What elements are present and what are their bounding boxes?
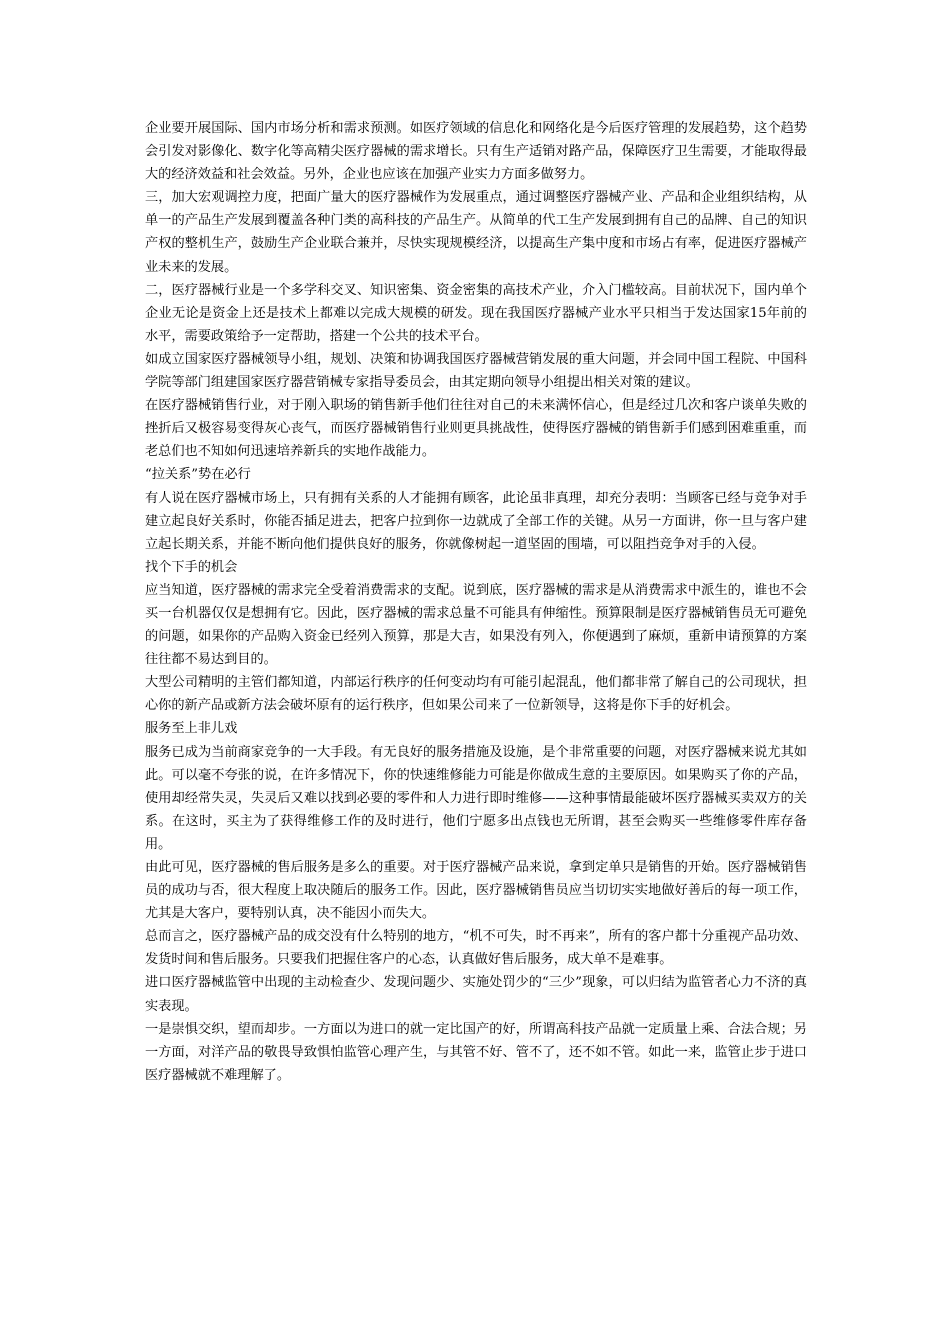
paragraph: 服务已成为当前商家竞争的一大手段。有无良好的服务措施及设施，是个非常重要的问题，对医疗器械来说尤其如此。可以毫不夸张的说，在许多情况下，你的快速维修能力可能是你做成生意的主要原因。如果购买了你的产品，使用却经常失灵，失灵后又难以找到必要的零件和人力进行即时维修——这种事情最能破坏医疗器械买卖双方的关系。在这时，买主为了获得维修工作的及时进行，他们宁愿多出点钱也无所谓，甚至会购买一些维修零件库存备用。 bbox=[145, 744, 807, 852]
paragraph: 由此可见，医疗器械的售后服务是多么的重要。对于医疗器械产品来说，拿到定单只是销售的开始。医疗器械销售员的成功与否，很大程度上取决随后的服务工作。因此，医疗器械销售员应当切切实实地做好善后的每一项工作，尤其是大客户，要特别认真，决不能因小而失大。 bbox=[145, 860, 807, 922]
paragraph: 进口医疗器械监管中出现的主动检查少、发现问题少、实施处罚少的“三少”现象，可以归结为监管者心力不济的真实表现。 bbox=[145, 975, 807, 1014]
paragraph: 总而言之，医疗器械产品的成交没有什么特别的地方，“机不可失，时不再来”，所有的客户都十分重视产品功效、发货时间和售后服务。只要我们把握住客户的心态，认真做好售后服务，成大单不是难事。 bbox=[145, 929, 807, 968]
paragraph: 二，医疗器械行业是一个多学科交叉、知识密集、资金密集的高技术产业，介入门槛较高。目前状况下，国内单个企业无论是资金上还是技术上都难以完成大规模的研发。现在我国医疗器械产业水平只相当于发达国家15年前的水平，需要政策给予一定帮助，搭建一个公共的技术平台。 bbox=[145, 282, 807, 344]
paragraph: 大型公司精明的主管们都知道，内部运行秩序的任何变动均有可能引起混乱，他们都非常了解自己的公司现状，担心你的新产品或新方法会破坏原有的运行秩序，但如果公司来了一位新领导，这将是你下手的好机会。 bbox=[145, 675, 807, 714]
section-heading-opportunity: 找个下手的机会 bbox=[145, 559, 238, 575]
paragraph: 一是崇惧交织，望而却步。一方面以为进口的就一定比国产的好，所谓高科技产品就一定质量上乘、合法合规；另一方面，对洋产品的敬畏导致惧怕监管心理产生，与其管不好、管不了，还不如不管。如此一来，监管止步于进口医疗器械就不难理解了。 bbox=[145, 1021, 807, 1083]
paragraph: 在医疗器械销售行业，对于刚入职场的销售新手他们往往对自己的未来满怀信心，但是经过几次和客户谈单失败的挫折后又极容易变得灰心丧气，而医疗器械销售行业则更具挑战性，使得医疗器械的销售新手们感到困难重重，而老总们也不知如何迅速培养新兵的实地作战能力。 bbox=[145, 398, 807, 460]
paragraph: 应当知道，医疗器械的需求完全受着消费需求的支配。说到底，医疗器械的需求是从消费需求中派生的，谁也不会买一台机器仅仅是想拥有它。因此，医疗器械的需求总量不可能具有伸缩性。预算限制是医疗器械销售员无可避免的问题，如果你的产品购入资金已经列入预算，那是大吉，如果没有列入，你便遇到了麻烦，重新申请预算的方案往往都不易达到目的。 bbox=[145, 582, 807, 668]
paragraph: 三，加大宏观调控力度，把面广量大的医疗器械作为发展重点，通过调整医疗器械产业、产品和企业组织结构，从单一的产品生产发展到覆盖各种门类的高科技的产品生产。从简单的代工生产发展到拥有自己的品牌、自己的知识产权的整机生产，鼓励生产企业联合兼并，尽快实现规模经济，以提高生产集中度和市场占有率，促进医疗器械产业未来的发展。 bbox=[145, 190, 807, 275]
section-heading-guanxi: “拉关系”势在必行 bbox=[145, 467, 251, 483]
document-page bbox=[145, 117, 807, 1087]
section-heading-service: 服务至上非儿戏 bbox=[145, 721, 238, 737]
paragraph: 企业要开展国际、国内市场分析和需求预测。如医疗领域的信息化和网络化是今后医疗管理的发展趋势，这个趋势会引发对影像化、数字化等高精尖医疗器械的需求增长。只有生产适销对路产品，保障医疗卫生需要，才能取得最大的经济效益和社会效益。另外，企业也应该在加强产业实力方面多做努力。 bbox=[145, 121, 807, 183]
paragraph: 有人说在医疗器械市场上，只有拥有关系的人才能拥有顾客，此论虽非真理，却充分表明：当顾客已经与竞争对手建立起良好关系时，你能否插足进去，把客户拉到你一边就成了全部工作的关键。从另一方面讲，你一旦与客户建立起长期关系，并能不断向他们提供良好的服务，你就像树起一道坚固的围墙，可以阻挡竞争对手的入侵。 bbox=[145, 490, 807, 552]
paragraph: 如成立国家医疗器械领导小组，规划、决策和协调我国医疗器械营销发展的重大问题，并会同中国工程院、中国科学院等部门组建国家医疗器营销械专家指导委员会，由其定期向领导小组提出相关对策的建议。 bbox=[145, 351, 807, 391]
